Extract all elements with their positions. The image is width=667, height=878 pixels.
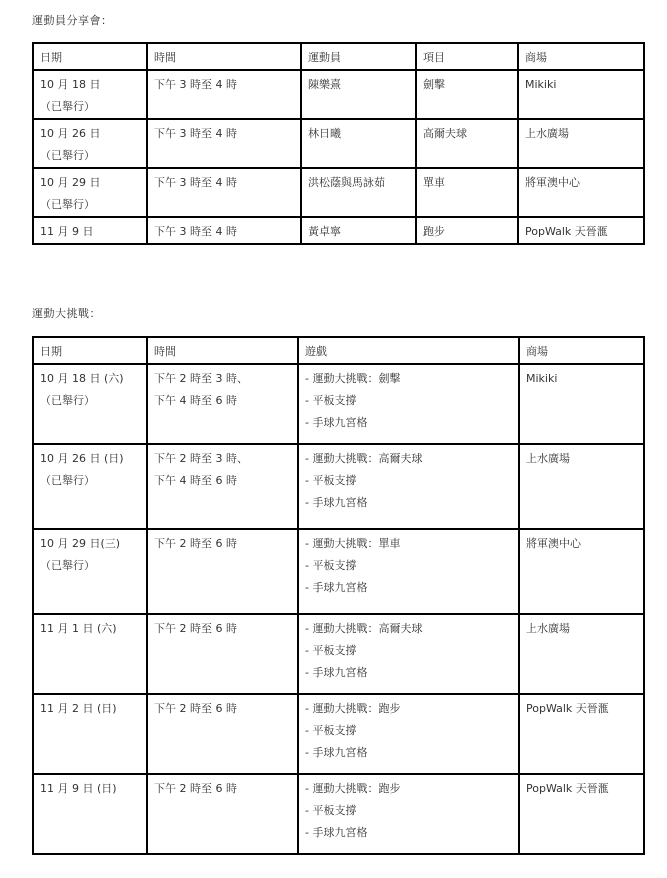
mall-cell: 上水廣場 (519, 614, 644, 694)
date-cell: 10 月 29 日(三) （已舉行） (33, 529, 147, 614)
table-row (33, 217, 644, 244)
games-cell: - 運動大挑戰：跑步 - 平板支撐 - 手球九宮格 (298, 774, 519, 854)
games-cell: - 運動大挑戰：劍擊 - 平板支撐 - 手球九宮格 (298, 364, 519, 444)
table-header-row (33, 337, 644, 364)
mall-cell: 將軍澳中心 (518, 168, 644, 217)
date-cell: 10 月 29 日 （已舉行） (33, 168, 147, 217)
mall-cell: PopWalk 天晉滙 (519, 774, 644, 854)
section-title-sports-challenge: 運動大挑戰： (32, 307, 101, 320)
mall-cell: 上水廣場 (518, 119, 644, 168)
time-cell: 下午 2 時至 6 時 (147, 614, 298, 694)
time-cell: 下午 3 時至 4 時 (147, 70, 301, 119)
event-cell: 跑步 (416, 217, 518, 244)
header-games: 遊戲 (298, 337, 519, 364)
date-cell: 11 月 1 日 (六) (33, 614, 147, 694)
table-row (33, 70, 644, 119)
table-row (33, 614, 644, 694)
time-cell: 下午 2 時至 6 時 (147, 694, 298, 774)
mall-cell: Mikiki (518, 70, 644, 119)
header-mall: 商場 (519, 337, 644, 364)
time-cell: 下午 2 時至 3 時、 下午 4 時至 6 時 (147, 444, 298, 529)
time-cell: 下午 3 時至 4 時 (147, 119, 301, 168)
header-athlete: 運動員 (301, 43, 416, 70)
table-row (33, 774, 644, 854)
athlete-cell: 黃卓寧 (301, 217, 416, 244)
table-row (33, 364, 644, 444)
athlete-sharing-table (32, 42, 645, 245)
mall-cell: PopWalk 天晉滙 (518, 217, 644, 244)
header-mall: 商場 (518, 43, 644, 70)
header-event: 項目 (416, 43, 518, 70)
date-cell: 10 月 26 日 (日) （已舉行） (33, 444, 147, 529)
event-cell: 高爾夫球 (416, 119, 518, 168)
header-date: 日期 (33, 43, 147, 70)
header-time: 時間 (147, 43, 301, 70)
table-row (33, 119, 644, 168)
games-cell: - 運動大挑戰：高爾夫球 - 平板支撐 - 手球九宮格 (298, 444, 519, 529)
mall-cell: 上水廣場 (519, 444, 644, 529)
event-cell: 劍擊 (416, 70, 518, 119)
date-cell: 10 月 18 日 (六) （已舉行） (33, 364, 147, 444)
table-row (33, 529, 644, 614)
table-row (33, 444, 644, 529)
mall-cell: PopWalk 天晉滙 (519, 694, 644, 774)
games-cell: - 運動大挑戰：高爾夫球 - 平板支撐 - 手球九宮格 (298, 614, 519, 694)
table-row (33, 168, 644, 217)
event-cell: 單車 (416, 168, 518, 217)
mall-cell: 將軍澳中心 (519, 529, 644, 614)
date-cell: 10 月 26 日 （已舉行） (33, 119, 147, 168)
athlete-cell: 洪松蔭與馬詠茹 (301, 168, 416, 217)
date-cell: 11 月 2 日 (日) (33, 694, 147, 774)
section-title-athlete-sharing: 運動員分享會： (32, 14, 113, 27)
sports-challenge-table (32, 336, 645, 855)
athlete-cell: 陳樂熹 (301, 70, 416, 119)
athlete-cell: 林日曦 (301, 119, 416, 168)
time-cell: 下午 2 時至 6 時 (147, 774, 298, 854)
table-row (33, 694, 644, 774)
time-cell: 下午 2 時至 6 時 (147, 529, 298, 614)
games-cell: - 運動大挑戰：單車 - 平板支撐 - 手球九宮格 (298, 529, 519, 614)
header-time: 時間 (147, 337, 298, 364)
time-cell: 下午 2 時至 3 時、 下午 4 時至 6 時 (147, 364, 298, 444)
header-date: 日期 (33, 337, 147, 364)
date-cell: 11 月 9 日 (33, 217, 147, 244)
date-cell: 10 月 18 日 （已舉行） (33, 70, 147, 119)
time-cell: 下午 3 時至 4 時 (147, 168, 301, 217)
games-cell: - 運動大挑戰：跑步 - 平板支撐 - 手球九宮格 (298, 694, 519, 774)
mall-cell: Mikiki (519, 364, 644, 444)
table-header-row (33, 43, 644, 70)
date-cell: 11 月 9 日 (日) (33, 774, 147, 854)
time-cell: 下午 3 時至 4 時 (147, 217, 301, 244)
